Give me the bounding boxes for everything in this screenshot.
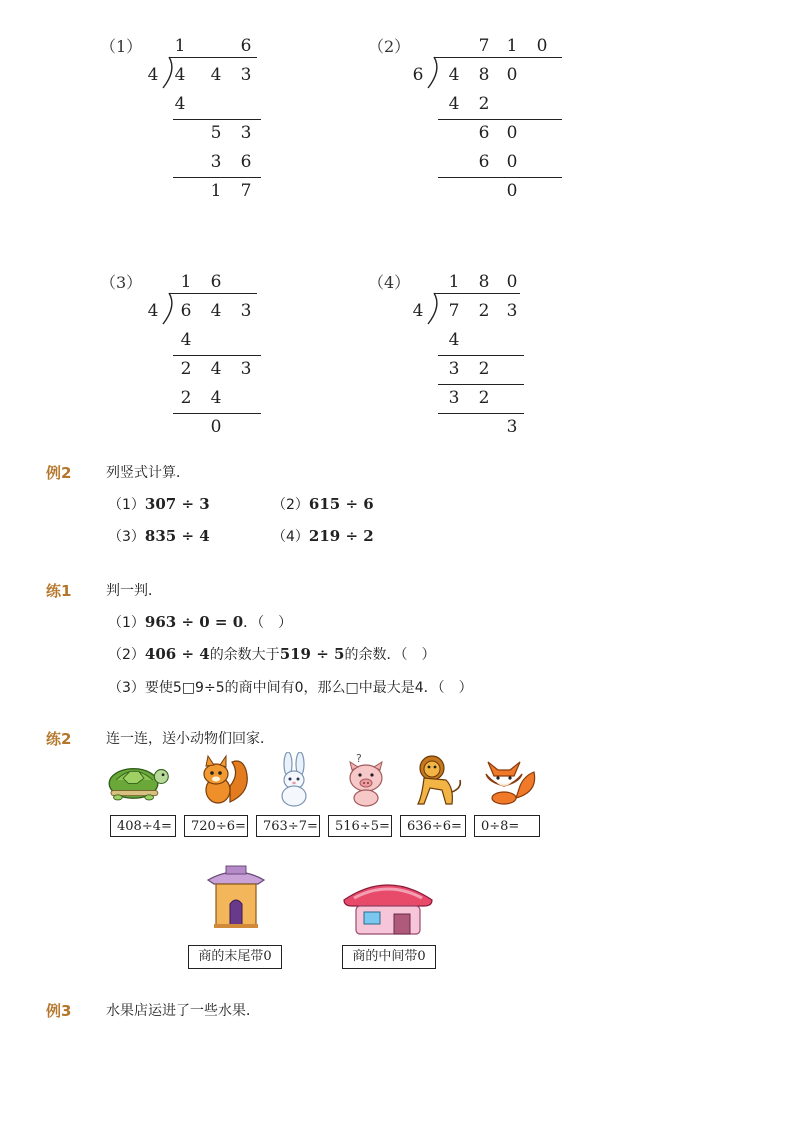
step-digit: 4 [210,388,222,408]
dividend-digit: 3 [240,301,252,321]
example2-title: 列竖式计算． [106,465,190,481]
division-bar [434,293,520,294]
step-digit: 3 [448,388,460,408]
subtraction-line [438,177,562,178]
step-digit: 3 [448,359,460,379]
problem-label: （4） [368,273,411,292]
house-label-middle-zero[interactable]: 商的中间带0 [342,945,436,969]
example2-item-4: （4）219 ÷ 2 [272,527,374,545]
subtraction-line [438,384,524,385]
step-digit: 7 [240,181,252,201]
step-digit: 3 [240,359,252,379]
long-division-4 [0,0,518,437]
practice2-title: 连一连，送小动物们回家． [106,731,274,747]
step-digit: 0 [506,123,518,143]
step-digit: 4 [448,94,460,114]
quotient-digit: 8 [478,272,490,292]
practice1-item-2: （2）406 ÷ 4的余数大于519 ÷ 5的余数．（ ） [108,645,436,663]
step-digit: 0 [210,417,222,437]
quotient-digit: 1 [180,272,192,292]
example2-item-1: （1）307 ÷ 3 [108,495,210,513]
turtle-icon[interactable] [104,752,170,808]
division-bar [434,57,562,58]
dividend-digit: 4 [448,65,460,85]
question-box-5[interactable]: 636÷6= [400,815,466,837]
dividend-digit: 4 [210,65,222,85]
subtraction-line [173,355,261,356]
svg-text:?: ? [356,752,362,765]
quotient-digit: 0 [536,36,548,56]
subtraction-line [438,413,524,414]
rabbit-icon[interactable] [262,752,328,808]
divisor: 4 [412,301,424,321]
example2-item-2: （2）615 ÷ 6 [272,495,374,513]
dividend-digit: 7 [448,301,460,321]
question-box-1[interactable]: 408÷4= [110,815,176,837]
practice1-title: 判一判． [106,583,162,599]
squirrel-icon[interactable] [190,752,256,808]
problem-label: （1） [100,37,143,56]
question-box-2[interactable]: 720÷6= [184,815,248,837]
subtraction-line [438,119,562,120]
step-digit: 2 [180,388,192,408]
quotient-digit: 6 [210,272,222,292]
problem-label: （3） [100,273,143,292]
practice1-item-1: （1）963 ÷ 0 = 0．（ ） [108,613,293,631]
example2-item-3: （3）835 ÷ 4 [108,527,210,545]
dividend-digit: 6 [180,301,192,321]
step-digit: 4 [174,94,186,114]
quotient-digit: 1 [506,36,518,56]
quotient-digit: 7 [478,36,490,56]
step-digit: 6 [240,152,252,172]
question-box-4[interactable]: 516÷5= [328,815,392,837]
lion-icon[interactable] [402,752,468,808]
divisor: 6 [412,65,424,85]
step-digit: 6 [478,123,490,143]
house-label-tail-zero[interactable]: 商的末尾带0 [188,945,282,969]
practice1-tag: 练1 [46,582,72,600]
step-digit: 3 [210,152,222,172]
step-digit: 6 [478,152,490,172]
quotient-digit: 1 [448,272,460,292]
quotient-digit: 6 [240,36,252,56]
dividend-digit: 4 [210,301,222,321]
step-digit: 5 [210,123,222,143]
dividend-digit: 3 [506,301,518,321]
step-digit: 4 [448,330,460,350]
divisor: 4 [147,65,159,85]
step-digit: 2 [478,94,490,114]
step-digit: 4 [180,330,192,350]
problem-label: （2） [368,37,411,56]
pig-icon[interactable] [334,752,400,808]
dividend-digit: 4 [174,65,186,85]
example3-title: 水果店运进了一些水果． [106,1003,260,1019]
step-digit: 4 [210,359,222,379]
step-digit: 2 [478,359,490,379]
step-digit: 2 [478,388,490,408]
step-digit: 1 [210,181,222,201]
practice1-item-3: （3）要使5□9÷5的商中间有0，那么□中最大是4．（ ） [108,680,473,696]
subtraction-line [173,413,261,414]
mushroom-house-icon[interactable] [340,876,436,936]
practice2-tag: 练2 [46,730,72,748]
dividend-digit: 3 [240,65,252,85]
step-digit: 0 [506,152,518,172]
dividend-digit: 8 [478,65,490,85]
step-digit: 3 [240,123,252,143]
fox-icon[interactable] [474,752,540,808]
quotient-digit: 1 [174,36,186,56]
step-digit: 3 [506,417,518,437]
example2-tag: 例2 [46,464,72,482]
step-digit: 0 [506,181,518,201]
divisor: 4 [147,301,159,321]
subtraction-line [438,355,524,356]
pavilion-house-icon[interactable] [204,862,268,930]
example3-tag: 例3 [46,1002,72,1020]
question-box-3[interactable]: 763÷7= [256,815,320,837]
quotient-digit: 0 [506,272,518,292]
dividend-digit: 2 [478,301,490,321]
dividend-digit: 0 [506,65,518,85]
division-bar [169,293,257,294]
question-box-6[interactable]: 0÷8= [474,815,540,837]
step-digit: 2 [180,359,192,379]
